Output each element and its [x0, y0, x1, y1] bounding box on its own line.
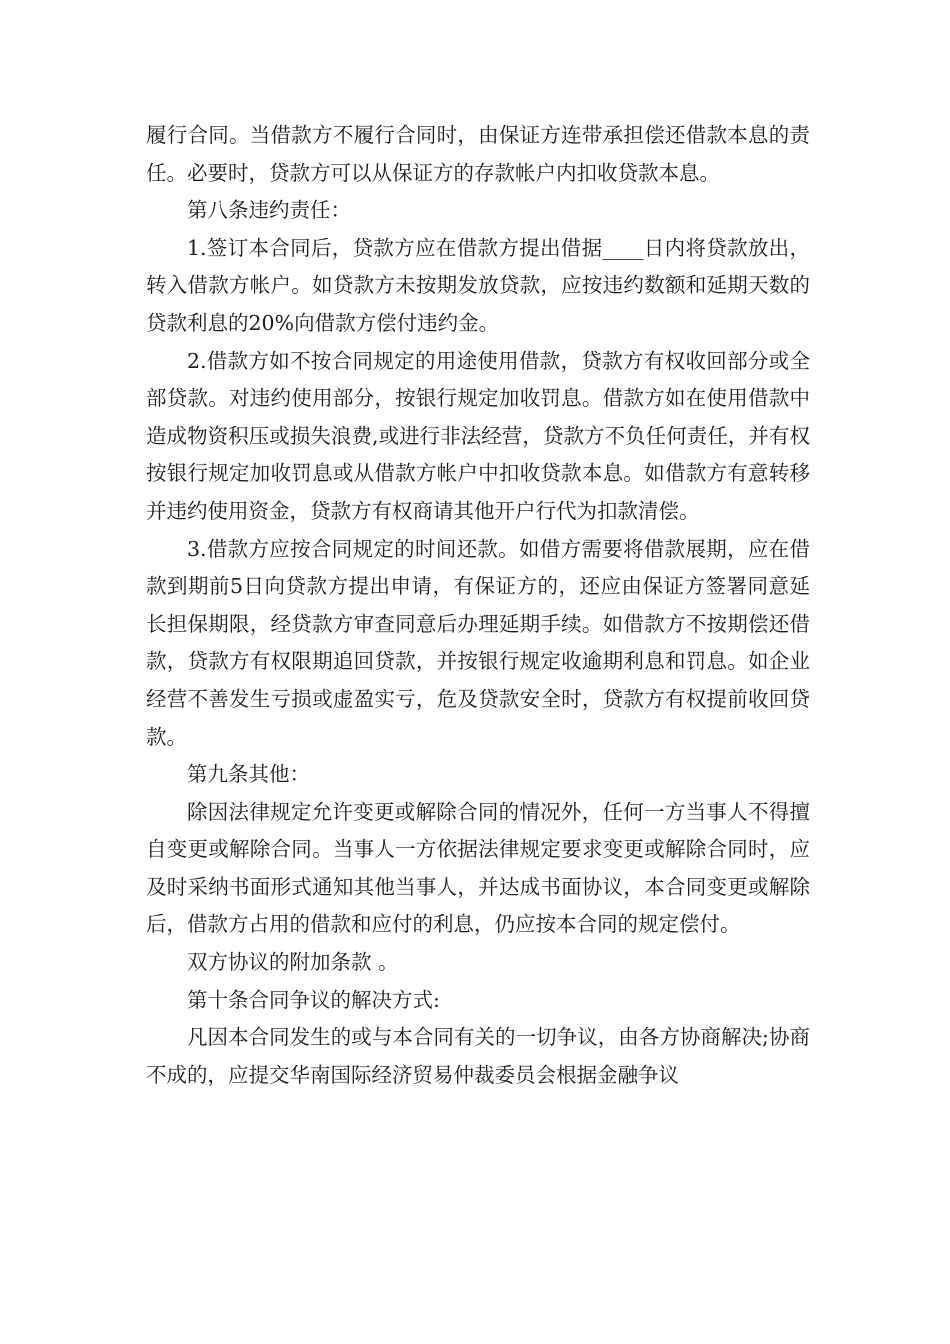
heading-article-9: 第九条其他： — [187, 762, 310, 787]
heading-article-8: 第八条违约责任： — [187, 198, 351, 223]
paragraph-article-8-clause-3: 3.借款方应按合同规定的时间还款。如借方需要将借款展期，应在借款到期前5日向贷款方提出申请，有保证方的，还应由保证方签署同意延长担保期限，经贷款方审查同意后办理延期手续。如借款方不按期偿还借款，贷款方有权限期追回贷款，并按银行规定收逾期利息和罚息。如企业经营不善发生亏损或虚盈实亏，危及贷款安全时，贷款方有权提前收回贷款。 — [146, 536, 810, 749]
document-body — [146, 117, 810, 1094]
paragraph-guarantee-continued: 履行合同。当借款方不履行合同时，由保证方连带承担偿还借款本息的责任。必要时，贷款方可以从保证方的存款帐户内扣收贷款本息。 — [146, 123, 810, 185]
heading-article-10: 第十条合同争议的解决方式: — [187, 987, 440, 1012]
paragraph-article-8-clause-2: 2.借款方如不按合同规定的用途使用借款，贷款方有权收回部分或全部贷款。对违约使用部分，按银行规定加收罚息。借款方如在使用借款中造成物资积压或损失浪费,或进行非法经营，贷款方不负任何责任，并有权按银行规定加收罚息或从借款方帐户中扣收贷款本息。如借款方有意转移并违约使用资金，贷款方有权商请其他开户行代为扣款清偿。 — [146, 348, 810, 523]
paragraph-additional-terms: 双方协议的附加条款 。 — [187, 950, 399, 975]
paragraph-article-8-clause-1: 1.签订本合同后，贷款方应在借款方提出借据____日内将贷款放出，转入借款方帐户。如贷款方未按期发放贷款，应按违约数额和延期天数的贷款利息的20%向借款方偿付违约金。 — [146, 235, 810, 335]
paragraph-article-9-body: 除因法律规定允许变更或解除合同的情况外，任何一方当事人不得擅自变更或解除合同。当事人一方依据法律规定要求变更或解除合同时，应及时采纳书面形式通知其他当事人，并达成书面协议，本合同变更或解除后，借款方占用的借款和应付的利息，仍应按本合同的规定偿付。 — [146, 799, 810, 937]
paragraph-article-10-body: 凡因本合同发生的或与本合同有关的一切争议，由各方协商解决;协商不成的，应提交华南国际经济贸易仲裁委员会根据金融争议 — [146, 1025, 810, 1087]
